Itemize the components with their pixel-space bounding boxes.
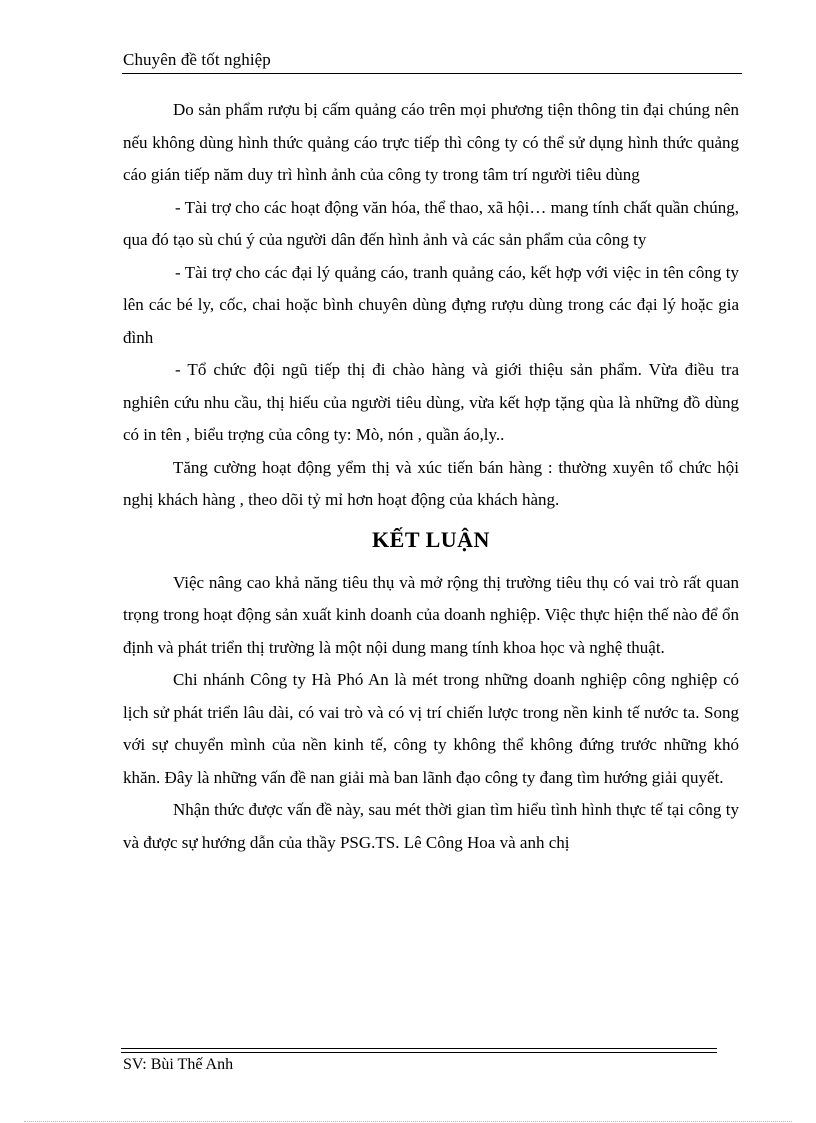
paragraph-promotion: Tăng cường hoạt động yểm thị và xúc tiến bán hàng : thường xuyên tổ chức hội nghị khách hàng , theo dõi tỷ mỉ hơn hoạt động của khách hàng.	[123, 457, 739, 509]
page-header	[122, 49, 742, 74]
section-heading-conclusion: KẾT LUẬN	[372, 526, 490, 552]
footer-divider	[121, 1048, 717, 1053]
page-bottom-edge	[24, 1121, 792, 1122]
paragraph-conclusion-3: Nhận thức được vấn đề này, sau mét thời gian tìm hiểu tình hình thực tế tại công ty và được sự hướng dẫn của thầy PSG.TS. Lê Công Hoa và anh chị	[123, 800, 739, 852]
paragraph-conclusion-2: Chi nhánh Công ty Hà Phó An là mét trong những doanh nghiệp công nghiệp có lịch sử phát triển lâu dài, có vai trò và có vị trí chiến lược trong nền kinh tế nước ta. Song với sự chuyển mình của nền kinh tế, công ty không thể không đứng trước những khó khăn. Đây là những vấn đề nan giải mà ban lãnh đạo công ty đang tìm hướng giải quyết.	[123, 670, 739, 787]
paragraph-conclusion-1: Việc nâng cao khả năng tiêu thụ và mở rộng thị trường tiêu thụ có vai trò rất quan trọng trong hoạt động sản xuất kinh doanh của doanh nghiệp. Việc thực hiện thế nào để ổn định và phát triển thị trường là một nội dung mang tính khoa học và nghệ thuật.	[123, 572, 739, 657]
paragraph-advertising: Do sản phẩm rượu bị cấm quảng cáo trên mọi phương tiện thông tin đại chúng nên nếu không dùng hình thức quảng cáo trực tiếp thì công ty có thể sử dụng hình thức quảng cáo gián tiếp năm duy trì hình ảnh của công ty trong tâm trí người tiêu dùng	[123, 100, 739, 184]
footer-author: SV: Bùi Thế Anh	[123, 1056, 234, 1073]
bullet-sponsorship-events: - Tài trợ cho các hoạt động văn hóa, thể thao, xã hội… mang tính chất quần chúng, qua đó tạo sù chú ý của người dân đến hình ảnh và các sản phẩm của công ty	[123, 197, 739, 249]
bullet-sponsorship-agents: - Tài trợ cho các đại lý quảng cáo, tranh quảng cáo, kết hợp với việc in tên công ty lên các bé ly, cốc, chai hoặc bình chuyên dùng đựng rượu dùng trong các đại lý hoặc gia đình	[123, 262, 739, 347]
header-title: Chuyên đề tốt nghiệp	[123, 50, 271, 69]
bullet-marketing-team: - Tổ chức đội ngũ tiếp thị đi chào hàng và giới thiệu sản phẩm. Vừa điều tra nghiên cứu nhu cầu, thị hiếu của người tiêu dùng, vừa kết hợp tặng qùa là những đồ dùng có in tên , biểu trợng của công ty: Mò, nón , quần áo,ly..	[123, 360, 739, 444]
document-body	[123, 94, 739, 859]
